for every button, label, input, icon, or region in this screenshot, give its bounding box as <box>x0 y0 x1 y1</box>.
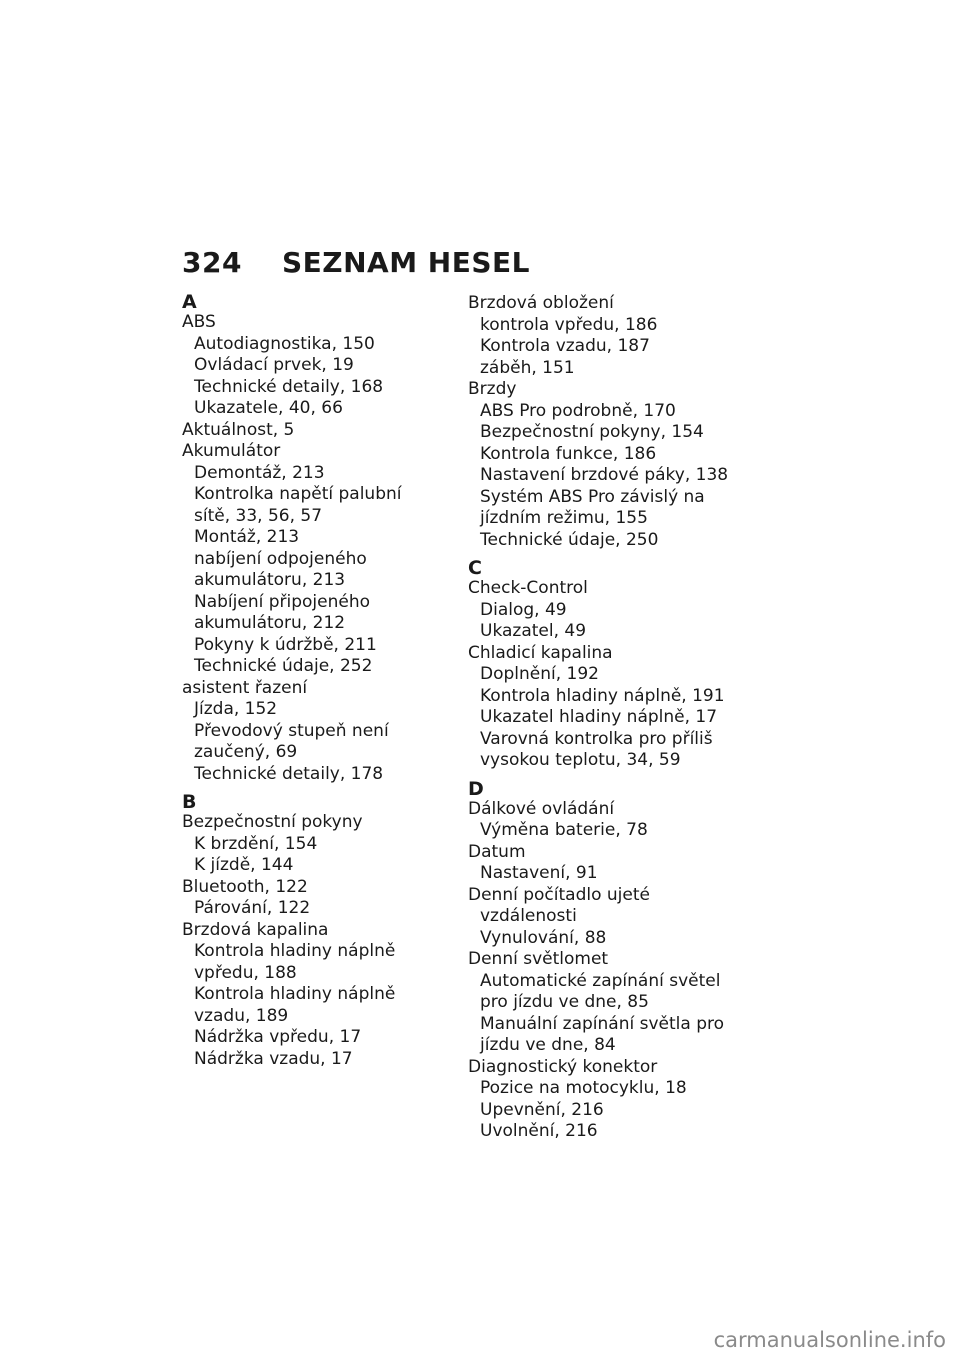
index-subentry: vzadu, 189 <box>194 1005 289 1026</box>
index-subentry: Kontrola hladiny náplně, 191 <box>480 685 725 706</box>
index-entry: Brzdy <box>468 379 517 399</box>
index-subentry: Pozice na motocyklu, 18 <box>480 1078 687 1098</box>
index-letter-heading: A <box>182 291 197 313</box>
index-subentry: Kontrola vzadu, 187 <box>480 336 650 356</box>
index-entry: Check-Control <box>468 578 588 598</box>
index-subentry: Bezpečnostní pokyny, 154 <box>480 422 704 442</box>
index-subentry: Převodový stupeň není <box>194 720 389 741</box>
index-subentry: kontrola vpředu, 186 <box>480 314 658 335</box>
index-subentry: vzdálenosti <box>480 906 577 926</box>
index-subentry: Dialog, 49 <box>480 599 567 620</box>
index-subentry: Kontrola hladiny náplně <box>194 941 396 961</box>
index-subentry: pro jízdu ve dne, 85 <box>480 992 649 1012</box>
page-title: SEZNAM HESEL <box>282 245 531 279</box>
index-entry: Brzdová obložení <box>468 293 614 313</box>
index-subentry: Nádržka vzadu, 17 <box>194 1048 353 1069</box>
index-subentry: Ukazatele, 40, 66 <box>194 398 343 418</box>
index-subentry: vpředu, 188 <box>194 962 297 983</box>
index-subentry: Pokyny k údržbě, 211 <box>194 634 377 655</box>
index-subentry: nabíjení odpojeného <box>194 548 367 569</box>
index-subentry: Demontáž, 213 <box>194 462 325 483</box>
index-subentry: Ukazatel hladiny náplně, 17 <box>480 707 718 727</box>
index-letter-heading: C <box>468 557 482 579</box>
index-subentry: vysokou teplotu, 34, 59 <box>480 750 681 770</box>
index-subentry: jízdu ve dne, 84 <box>480 1035 616 1055</box>
group-spacer <box>468 551 753 559</box>
index-subentry: záběh, 151 <box>480 357 575 378</box>
index-entry: Dálkové ovládání <box>468 798 615 819</box>
index-subentry: jízdním režimu, 155 <box>480 508 648 528</box>
index-subentry: Automatické zapínání světel <box>480 970 721 991</box>
index-entry: ABS <box>182 312 216 332</box>
index-subentry: Autodiagnostika, 150 <box>194 333 375 354</box>
index-subentry: akumulátoru, 212 <box>194 613 346 633</box>
index-subentry: Varovná kontrolka pro příliš <box>480 728 713 749</box>
index-subentry: Kontrola hladiny náplně <box>194 984 396 1004</box>
index-entry: Brzdová kapalina <box>182 919 329 940</box>
index-subentry: Technické detaily, 168 <box>194 376 384 397</box>
index-subentry: zaučený, 69 <box>194 742 298 762</box>
index-subentry: Uvolnění, 216 <box>480 1121 598 1141</box>
index-subentry: ABS Pro podrobně, 170 <box>480 400 676 421</box>
index-subentry: K jízdě, 144 <box>194 855 294 875</box>
index-subentry: Ovládací prvek, 19 <box>194 355 354 375</box>
index-subentry: sítě, 33, 56, 57 <box>194 505 323 526</box>
index-subentry: Kontrolka napětí palubní <box>194 484 402 504</box>
index-subentry: Párování, 122 <box>194 898 311 918</box>
group-spacer <box>468 772 753 780</box>
index-letter-heading: D <box>468 777 484 800</box>
index-entry: Bezpečnostní pokyny <box>182 812 363 832</box>
index-subentry: Nádržka vpředu, 17 <box>194 1027 362 1047</box>
index-subentry: akumulátoru, 213 <box>194 570 346 590</box>
watermark: carmanualsonline.info <box>713 1328 946 1352</box>
index-subentry: Montáž, 213 <box>194 527 300 547</box>
index-subentry: Nastavení brzdové páky, 138 <box>480 465 729 485</box>
index-entry: Akumulátor <box>182 441 281 461</box>
index-entry: Bluetooth, 122 <box>182 876 308 897</box>
index-entry: Chladicí kapalina <box>468 642 613 663</box>
index-subentry: Ukazatel, 49 <box>480 621 587 641</box>
index-subentry: Nabíjení připojeného <box>194 591 371 612</box>
index-entry: Denní počítadlo ujeté <box>468 884 650 905</box>
index-subentry: Vynulování, 88 <box>480 927 607 948</box>
page-number: 324 <box>182 245 242 279</box>
index-subentry: Manuální zapínání světla pro <box>480 1013 725 1034</box>
index-entry: Diagnostický konektor <box>468 1056 658 1077</box>
index-subentry: Doplnění, 192 <box>480 664 599 684</box>
index-column-left <box>182 293 467 1070</box>
index-column-right <box>468 293 753 1143</box>
index-subentry: Nastavení, 91 <box>480 863 598 883</box>
index-entry: Datum <box>468 841 526 862</box>
group-spacer <box>182 785 467 793</box>
index-subentry: Technické údaje, 250 <box>480 529 659 550</box>
index-subentry: Výměna baterie, 78 <box>480 820 648 840</box>
index-letter-heading: B <box>182 791 197 813</box>
page-header <box>182 245 530 279</box>
index-entry: asistent řazení <box>182 677 308 698</box>
index-subentry: Upevnění, 216 <box>480 1099 604 1120</box>
index-subentry: Systém ABS Pro závislý na <box>480 486 705 507</box>
index-entry: Aktuálnost, 5 <box>182 419 295 440</box>
index-subentry: K brzdění, 154 <box>194 833 318 854</box>
index-subentry: Jízda, 152 <box>194 699 278 719</box>
index-subentry: Technické detaily, 178 <box>194 763 384 784</box>
index-subentry: Kontrola funkce, 186 <box>480 443 657 464</box>
index-entry: Denní světlomet <box>468 949 609 969</box>
index-subentry: Technické údaje, 252 <box>194 656 373 676</box>
